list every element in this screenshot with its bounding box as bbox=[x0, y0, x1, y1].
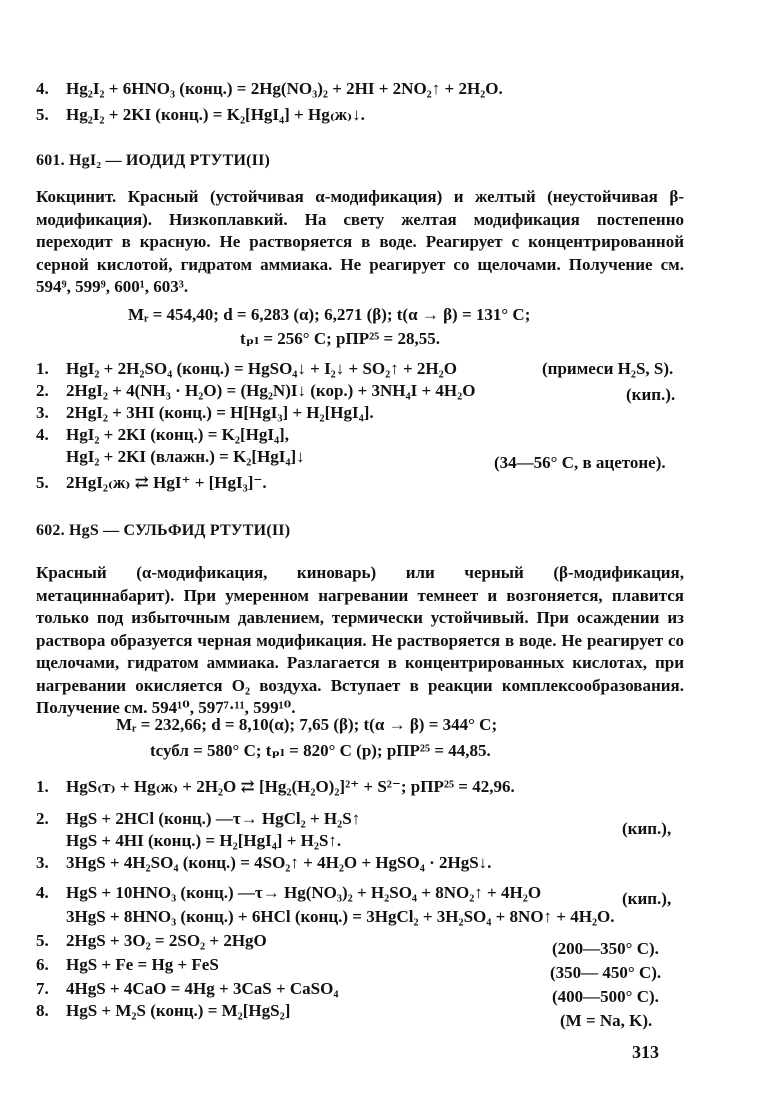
section-heading-hgs: 602. HgS — СУЛЬФИД РТУТИ(II) bbox=[36, 522, 291, 539]
page-number: 313 bbox=[632, 1042, 659, 1062]
reaction-line bbox=[36, 882, 541, 904]
reaction-number: 5. bbox=[36, 931, 49, 950]
reaction-number: 8. bbox=[36, 1001, 49, 1020]
reaction-line bbox=[36, 78, 503, 100]
reaction-equation: HgI₂ + 2KI (влажн.) = K₂[HgI₄]↓ bbox=[66, 447, 305, 466]
reaction-equation: 2HgI₂₍ж₎ ⇄ HgI⁺ + [HgI₃]⁻. bbox=[66, 473, 267, 492]
reaction-number: 4. bbox=[36, 883, 49, 902]
reaction-line bbox=[36, 424, 289, 446]
reaction-line bbox=[36, 446, 305, 468]
reaction-condition: (кип.), bbox=[622, 819, 672, 838]
reaction-line bbox=[36, 776, 515, 798]
reaction-number: 1. bbox=[36, 359, 49, 378]
reaction-equation: HgS + 4HI (конц.) = H₂[HgI₄] + H₂S↑. bbox=[66, 831, 342, 850]
reaction-condition: (400—500° C). bbox=[552, 987, 659, 1006]
reaction-line bbox=[36, 906, 615, 928]
reaction-line bbox=[36, 852, 491, 874]
reaction-number: 5. bbox=[36, 105, 49, 124]
properties-line: tₚₗ = 256° C; pПР²⁵ = 28,55. bbox=[240, 329, 440, 348]
reaction-number: 5. bbox=[36, 473, 49, 492]
reaction-line bbox=[36, 808, 360, 830]
reaction-equation: Hg₂I₂ + 6HNO₃ (конц.) = 2Hg(NO₃)₂ + 2HI + 2NO₂↑ + 2H₂O. bbox=[66, 79, 503, 98]
reaction-equation: HgI₂ + 2KI (конц.) = K₂[HgI₄], bbox=[66, 425, 289, 444]
reaction-equation: HgS + 10HNO₃ (конц.) —τ→ Hg(NO₃)₂ + H₂SO₄ + 8NO₂↑ + 4H₂O bbox=[66, 883, 542, 902]
reaction-line bbox=[36, 978, 338, 1000]
reaction-line bbox=[36, 954, 219, 976]
reaction-line bbox=[36, 1000, 290, 1022]
reaction-line bbox=[36, 104, 365, 126]
reaction-number: 4. bbox=[36, 425, 49, 444]
reaction-number: 2. bbox=[36, 809, 49, 828]
reaction-condition: (M = Na, K). bbox=[560, 1011, 653, 1030]
reaction-condition: (350— 450° C). bbox=[550, 963, 662, 982]
reaction-equation: HgI₂ + 2H₂SO₄ (конц.) = HgSO₄↓ + I₂↓ + SO₂↑ + 2H₂O bbox=[66, 359, 457, 378]
reaction-number: 7. bbox=[36, 979, 49, 998]
reaction-number: 3. bbox=[36, 853, 49, 872]
reaction-condition: (примеси H₂S, S). bbox=[542, 359, 674, 378]
reaction-equation: HgS + 2HCl (конц.) —τ→ HgCl₂ + H₂S↑ bbox=[66, 809, 361, 828]
reaction-line bbox=[36, 358, 457, 380]
reaction-line bbox=[36, 472, 267, 494]
reaction-equation: 2HgS + 3O₂ = 2SO₂ + 2HgO bbox=[66, 931, 267, 950]
reaction-number: 3. bbox=[36, 403, 49, 422]
properties-line: Mᵣ = 454,40; d = 6,283 (α); 6,271 (β); t(α → β) = 131° C; bbox=[128, 305, 531, 324]
reaction-condition: (кип.). bbox=[626, 385, 676, 404]
reaction-condition: (200—350° C). bbox=[552, 939, 659, 958]
reaction-number: 2. bbox=[36, 381, 49, 400]
reaction-condition: (34—56° C, в ацетоне). bbox=[494, 453, 666, 472]
reaction-line bbox=[36, 380, 475, 402]
reaction-number: 4. bbox=[36, 79, 49, 98]
reaction-line bbox=[36, 402, 374, 424]
reaction-equation: HgS + M₂S (конц.) = M₂[HgS₂] bbox=[66, 1001, 291, 1020]
reaction-equation: 2HgI₂ + 3HI (конц.) = H[HgI₃] + H₂[HgI₄]. bbox=[66, 403, 374, 422]
section-heading-hgi2: 601. HgI₂ — ИОДИД РТУТИ(II) bbox=[36, 152, 271, 169]
reaction-condition: (кип.), bbox=[622, 889, 672, 908]
section-description-hgi2: Кокцинит. Красный (устойчивая α-модификация) и желтый (неустойчивая β-модификация). Низкоплавкий. На свету желтая модификация постепенно переходит в красную. Не растворяется в воде. Реагирует с концентрированной серной кислотой, гидратом аммиака. Не реагирует со щелочами. Получение см. 594⁹, 599⁹, 600¹, 603³. bbox=[36, 187, 684, 296]
reaction-equation: HgS + Fe = Hg + FeS bbox=[66, 955, 219, 974]
reaction-equation: HgS₍т₎ + Hg₍ж₎ + 2H₂O ⇄ [Hg₂(H₂O)₂]²⁺ + S²⁻; pПР²⁵ = 42,96. bbox=[66, 777, 515, 796]
properties-line: Mᵣ = 232,66; d = 8,10(α); 7,65 (β); t(α → β) = 344° C; bbox=[116, 715, 498, 734]
reaction-equation: 2HgI₂ + 4(NH₃ · H₂O) = (Hg₂N)I↓ (кор.) + 3NH₄I + 4H₂O bbox=[66, 381, 476, 400]
reaction-line bbox=[36, 830, 341, 852]
section-description-hgs: Красный (α-модификация, киноварь) или черный (β-модификация, метациннабарит). При умеренном нагревании темнеет и возгоняется, плавится только под избыточным давлением, термически устойчивый. При осаждении из раствора образуется черная модификация. Не растворяется в воде. Не реагирует со щелочами, гидратом аммиака. Разлагается в концентрированных кислотах, при нагревании окисляется O₂ воздуха. Вступает в реакции комплексообразования. Получение см. 594¹⁰, 597⁷·¹¹, 599¹⁰. bbox=[36, 563, 684, 717]
reaction-equation: 3HgS + 8HNO₃ (конц.) + 6HCl (конц.) = 3HgCl₂ + 3H₂SO₄ + 8NO↑ + 4H₂O. bbox=[66, 907, 615, 926]
reaction-equation: 4HgS + 4CaO = 4Hg + 3CaS + CaSO₄ bbox=[66, 979, 339, 998]
properties-line: tсубл = 580° C; tₚₗ = 820° C (p); pПР²⁵ = 44,85. bbox=[150, 741, 491, 760]
reaction-line bbox=[36, 930, 267, 952]
reaction-equation: 3HgS + 4H₂SO₄ (конц.) = 4SO₂↑ + 4H₂O + HgSO₄ · 2HgS↓. bbox=[66, 853, 492, 872]
reaction-number: 6. bbox=[36, 955, 49, 974]
reaction-equation: Hg₂I₂ + 2KI (конц.) = K₂[HgI₄] + Hg₍ж₎↓. bbox=[66, 105, 365, 124]
reaction-number: 1. bbox=[36, 777, 49, 796]
